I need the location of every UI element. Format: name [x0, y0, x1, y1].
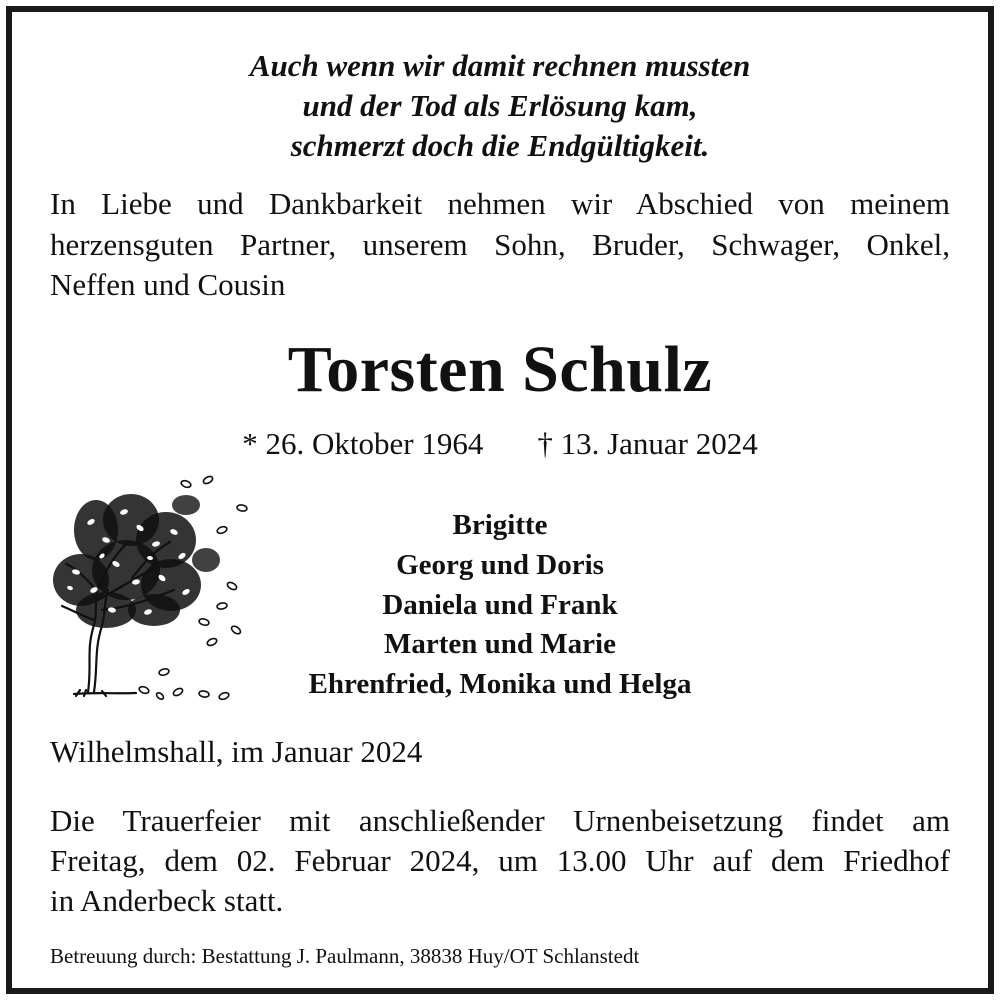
- birth-date: * 26. Oktober 1964: [242, 426, 484, 461]
- ceremony-line-2: Freitag, dem 02. Februar 2024, um 13.00 Uhr auf dem Friedhof: [50, 843, 950, 878]
- mourner-2: Georg und Doris: [396, 548, 604, 581]
- intro-line-1: In Liebe und Dankbarkeit nehmen wir Abschied von meinem: [50, 186, 950, 221]
- ceremony-line-1: Die Trauerfeier mit anschließender Urnenbeisetzung findet am: [50, 803, 950, 838]
- mourners-list: [242, 506, 758, 705]
- mourner-1: Brigitte: [452, 509, 548, 541]
- intro-line-3: Neffen und Cousin: [50, 267, 286, 302]
- place-date: Wilhelmshall, im Januar 2024: [50, 734, 423, 769]
- mourner-5: Ehrenfried, Monika und Helga: [308, 668, 692, 701]
- motto-quote: [12, 46, 988, 166]
- deceased-name: Torsten Schulz: [287, 333, 713, 406]
- intro-text: [50, 184, 950, 306]
- motto-line-3: schmerzt doch die Endgültigkeit.: [290, 128, 710, 163]
- motto-line-1: Auch wenn wir damit rechnen mussten: [249, 48, 751, 83]
- ceremony-info: [50, 801, 950, 921]
- windblown-tree-icon: [36, 460, 256, 705]
- life-dates: [12, 424, 988, 464]
- motto-line-2: und der Tod als Erlösung kam,: [302, 88, 698, 123]
- death-date: † 13. Januar 2024: [537, 426, 758, 461]
- funeral-home-credit: Betreuung durch: Bestattung J. Paulmann, 38838 Huy/OT Schlanstedt: [50, 944, 640, 968]
- intro-line-2: herzensguten Partner, unserem Sohn, Bruder, Schwager, Onkel,: [50, 226, 950, 262]
- obituary-notice: [6, 6, 994, 994]
- mourner-4: Marten und Marie: [384, 628, 616, 661]
- mourner-3: Daniela und Frank: [382, 588, 618, 621]
- ceremony-line-3: in Anderbeck statt.: [50, 883, 284, 918]
